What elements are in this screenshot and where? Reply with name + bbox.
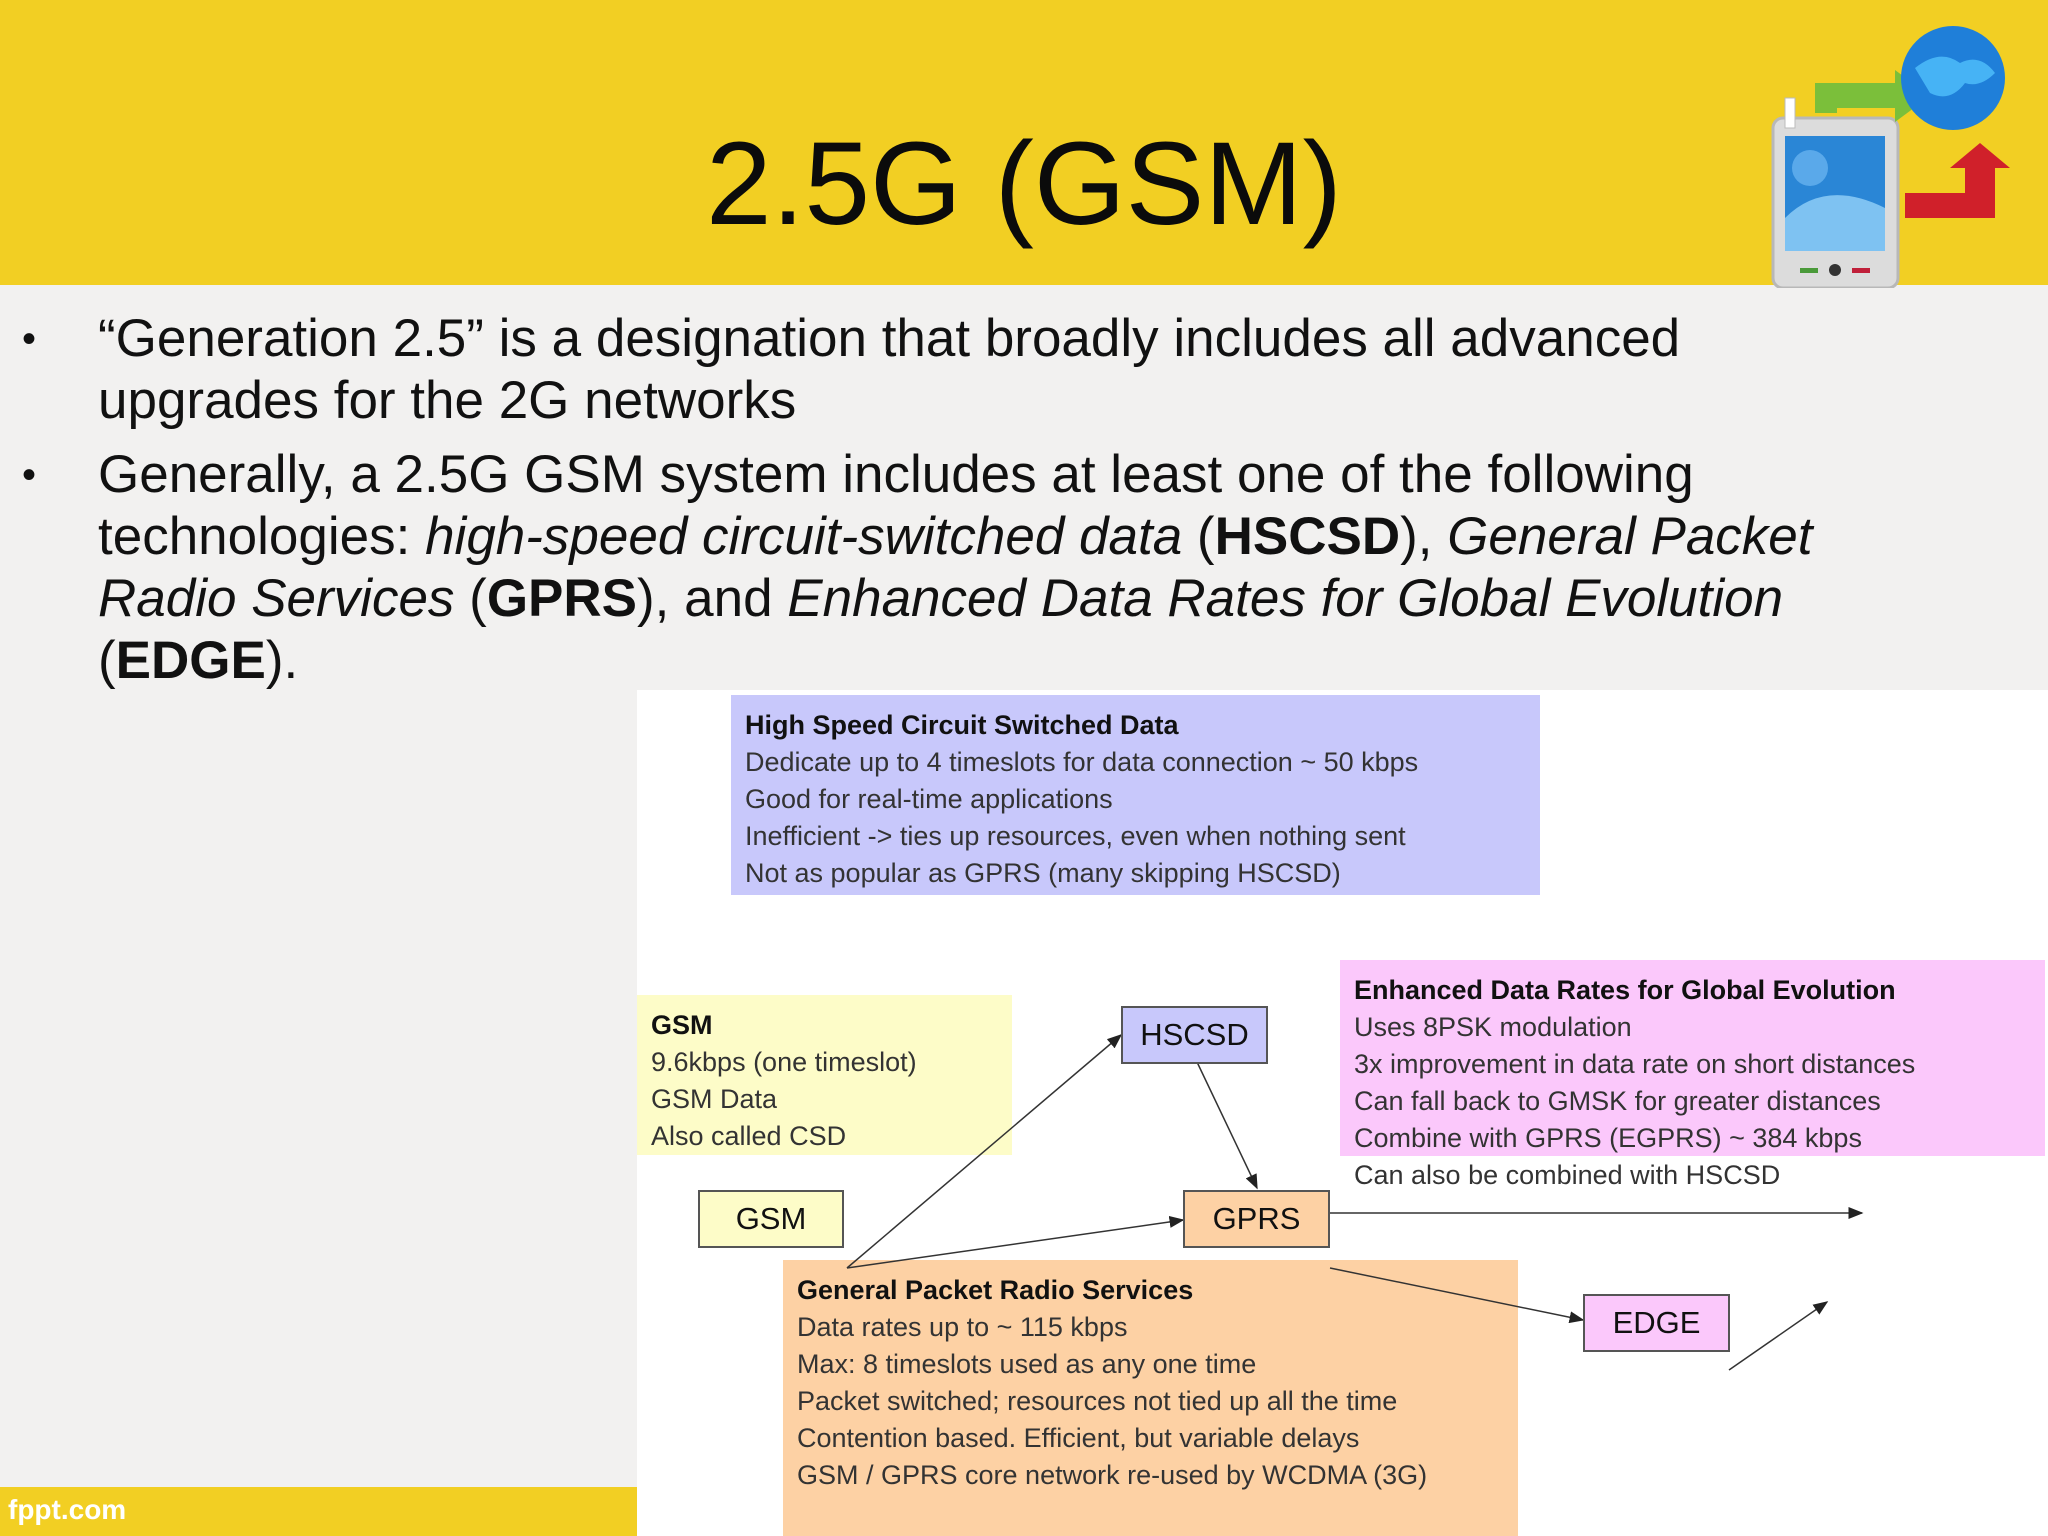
gsm-note-line: GSM Data: [651, 1084, 778, 1114]
bullet-list: [20, 308, 2020, 704]
bullet-dot: •: [22, 453, 37, 497]
bullet-text: upgrades for the 2G networks: [98, 371, 797, 430]
bullet-line: [98, 370, 2020, 432]
edge-note-line: Can fall back to GMSK for greater distances: [1354, 1086, 1881, 1116]
node-gsm: [698, 1190, 844, 1248]
bullet-text: EDGE: [115, 631, 266, 690]
gprs-note-heading: General Packet Radio Services: [797, 1275, 1194, 1305]
bullet-line: [98, 444, 2020, 506]
gsm-note-line: Also called CSD: [651, 1121, 847, 1151]
gsm-note-heading: GSM: [651, 1010, 713, 1040]
hscsd-note-line: Good for real-time applications: [745, 784, 1113, 814]
edge-note-line: Combine with GPRS (EGPRS) ~ 384 kbps: [1354, 1123, 1862, 1153]
arrow-gsm-to-gprs: [847, 1220, 1183, 1268]
mobile-globe-logo: [1755, 18, 2010, 288]
node-edge: [1583, 1294, 1730, 1352]
arrow-gprs-to-edge: [1330, 1268, 1583, 1320]
node-gprs: [1183, 1190, 1330, 1248]
gsm-note-line: 9.6kbps (one timeslot): [651, 1047, 917, 1077]
edge-note-heading: Enhanced Data Rates for Global Evolution: [1354, 975, 1896, 1005]
bullet-text: (: [454, 569, 487, 628]
bullet-dot: •: [22, 317, 37, 361]
gprs-note-line: Data rates up to ~ 115 kbps: [797, 1312, 1128, 1342]
bullet-text: (: [98, 631, 116, 690]
bullet-item: [20, 308, 2020, 432]
gprs-note-line: Packet switched; resources not tied up all the time: [797, 1386, 1398, 1416]
slide-title: 2.5G (GSM): [706, 118, 1342, 250]
edge-note-line: Can also be combined with HSCSD: [1354, 1160, 1781, 1190]
technology-diagram: [637, 690, 2048, 1536]
bullet-text: ), and: [637, 569, 788, 628]
node-hscsd: [1121, 1006, 1268, 1064]
node-gsm-label: GSM: [735, 1201, 807, 1236]
bullet-text: ),: [1400, 507, 1448, 566]
bullet-text: Radio Services: [98, 569, 455, 628]
edge-note-line: 3x improvement in data rate on short distances: [1354, 1049, 1916, 1079]
bullet-text: Generally, a 2.5G GSM system includes at least one of the following: [98, 445, 1694, 504]
gprs-note-line: Max: 8 timeslots used as any one time: [797, 1349, 1257, 1379]
bullet-text: (: [1182, 507, 1215, 566]
bullet-line: [98, 308, 2020, 370]
hscsd-note-heading: High Speed Circuit Switched Data: [745, 710, 1179, 740]
bullet-text: Enhanced Data Rates for Global Evolution: [787, 569, 1784, 628]
bullet-text: technologies:: [98, 507, 426, 566]
bullet-text: high-speed circuit-switched data: [425, 507, 1183, 566]
hscsd-note-line: Inefficient -> ties up resources, even when nothing sent: [745, 821, 1406, 851]
footer-brand: fppt.com: [8, 1494, 127, 1525]
bullet-text: HSCSD: [1214, 507, 1401, 566]
bullet-text: “Generation 2.5” is a designation that broadly includes all advanced: [98, 309, 1681, 368]
diagram-arrows: [637, 690, 2048, 1536]
node-gprs-label: GPRS: [1212, 1201, 1301, 1236]
arrow-hscsd-to-gprs: [1197, 1062, 1257, 1188]
bullet-text: General Packet: [1447, 507, 1813, 566]
node-hscsd-label: HSCSD: [1140, 1017, 1249, 1052]
bullet-line: [98, 506, 2020, 568]
arrow-edge-up: [1729, 1302, 1827, 1370]
bullet-line: [98, 630, 2020, 692]
bullet-line: [98, 568, 2020, 630]
gprs-note-line: GSM / GPRS core network re-used by WCDMA (3G): [797, 1460, 1428, 1490]
bullet-text: ).: [265, 631, 299, 690]
gprs-note-line: Contention based. Efficient, but variable delays: [797, 1423, 1360, 1453]
bullet-item: [20, 444, 2020, 692]
hscsd-note-line: Not as popular as GPRS (many skipping HSCSD): [745, 858, 1341, 888]
bullet-text: GPRS: [486, 569, 638, 628]
edge-note-line: Uses 8PSK modulation: [1354, 1012, 1632, 1042]
arrow-gsm-to-hscsd: [847, 1035, 1121, 1268]
hscsd-note-line: Dedicate up to 4 timeslots for data connection ~ 50 kbps: [745, 747, 1419, 777]
node-edge-label: EDGE: [1612, 1305, 1701, 1340]
